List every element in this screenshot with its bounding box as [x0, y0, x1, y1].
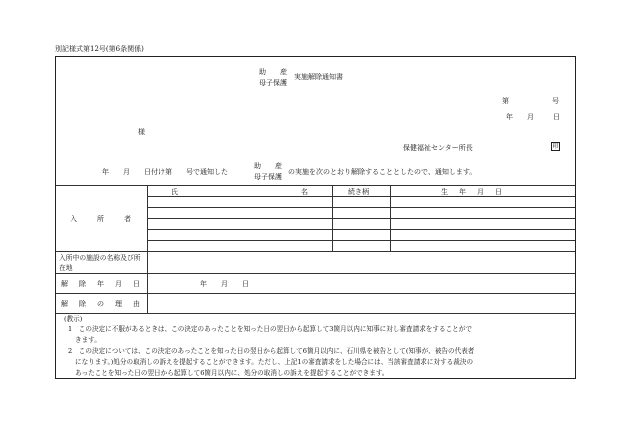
release-date-row-bottom: [56, 293, 575, 294]
doc-number-go: 号: [552, 97, 559, 105]
column-header-name-2: 名: [301, 188, 308, 196]
resident-label: 入 所 者: [70, 215, 133, 223]
form-header: 別記様式第12号(第6条関係): [55, 45, 144, 53]
resident-row-line-4: [147, 229, 575, 230]
resident-row-line-3: [147, 218, 575, 219]
release-date-label: 解 除 年 月 日: [61, 280, 142, 288]
facility-label: 入所中の施設の名称及び所在地: [59, 254, 141, 272]
label-column-divider: [147, 185, 148, 313]
reason-label: 解 除 の 理 由: [61, 300, 142, 308]
column-header-birthdate: 生 年 月 日: [441, 188, 504, 196]
document-title: 実施解除通知書: [294, 73, 343, 81]
instructions-heading: (教示): [64, 315, 83, 323]
notice-rest: の実施を次のとおり解除することとしたので、通知します。: [288, 168, 477, 176]
instruction-1-line-2: きます。: [75, 336, 101, 344]
reason-row-bottom: [56, 313, 575, 314]
instruction-1-line-1: 1 この決定に不服があるときは、この決定のあったことを知った日の翌日から起算して3箇月以内に知事に対し審査請求をすることがで: [68, 325, 472, 333]
title-bottom-word: 母子保護: [259, 79, 287, 87]
date-year: 年: [506, 113, 513, 121]
resident-row-line-5: [147, 240, 575, 241]
notice-top-word: 助 産: [254, 162, 282, 170]
table-top-border: [56, 185, 575, 186]
resident-row-line-2: [147, 207, 575, 208]
date-month: 月: [527, 113, 534, 121]
instruction-2-line-3: あったことを知った日の翌日から起算して6箇月以内に、処分の取消しの訴えを提起することができます。: [75, 369, 389, 377]
relation-column-right: [390, 185, 391, 251]
notice-date-part: 年 月 日付け第 号で通知した: [102, 168, 228, 176]
release-date-value: 年 月 日: [200, 280, 249, 288]
title-top-word: 助 産: [259, 68, 287, 76]
resident-section-bottom: [56, 251, 575, 252]
seal-stamp: 印: [552, 143, 559, 150]
doc-number-dai: 第: [502, 97, 509, 105]
facility-row-bottom: [56, 273, 575, 274]
notice-bottom-word: 母子保護: [254, 173, 282, 181]
notice-form: [55, 56, 576, 379]
relation-column-left: [332, 185, 333, 251]
issuer-title: 保健福祉センター所長: [403, 144, 473, 152]
date-day: 日: [553, 113, 560, 121]
column-header-name-1: 氏: [171, 188, 178, 196]
instruction-2-line-1: 2 この決定については、この決定のあったことを知った日の翌日から起算して6箇月以内に、石川県を被告として(知事が、被告の代表者: [68, 347, 475, 355]
column-header-relation: 続き柄: [348, 188, 369, 196]
instruction-2-line-2: になります。)処分の取消しの訴えを提起することができます。ただし、上記1の審査請求をした場合には、当該審査請求に対する裁決の: [75, 358, 474, 366]
addressee-suffix: 様: [138, 128, 145, 136]
